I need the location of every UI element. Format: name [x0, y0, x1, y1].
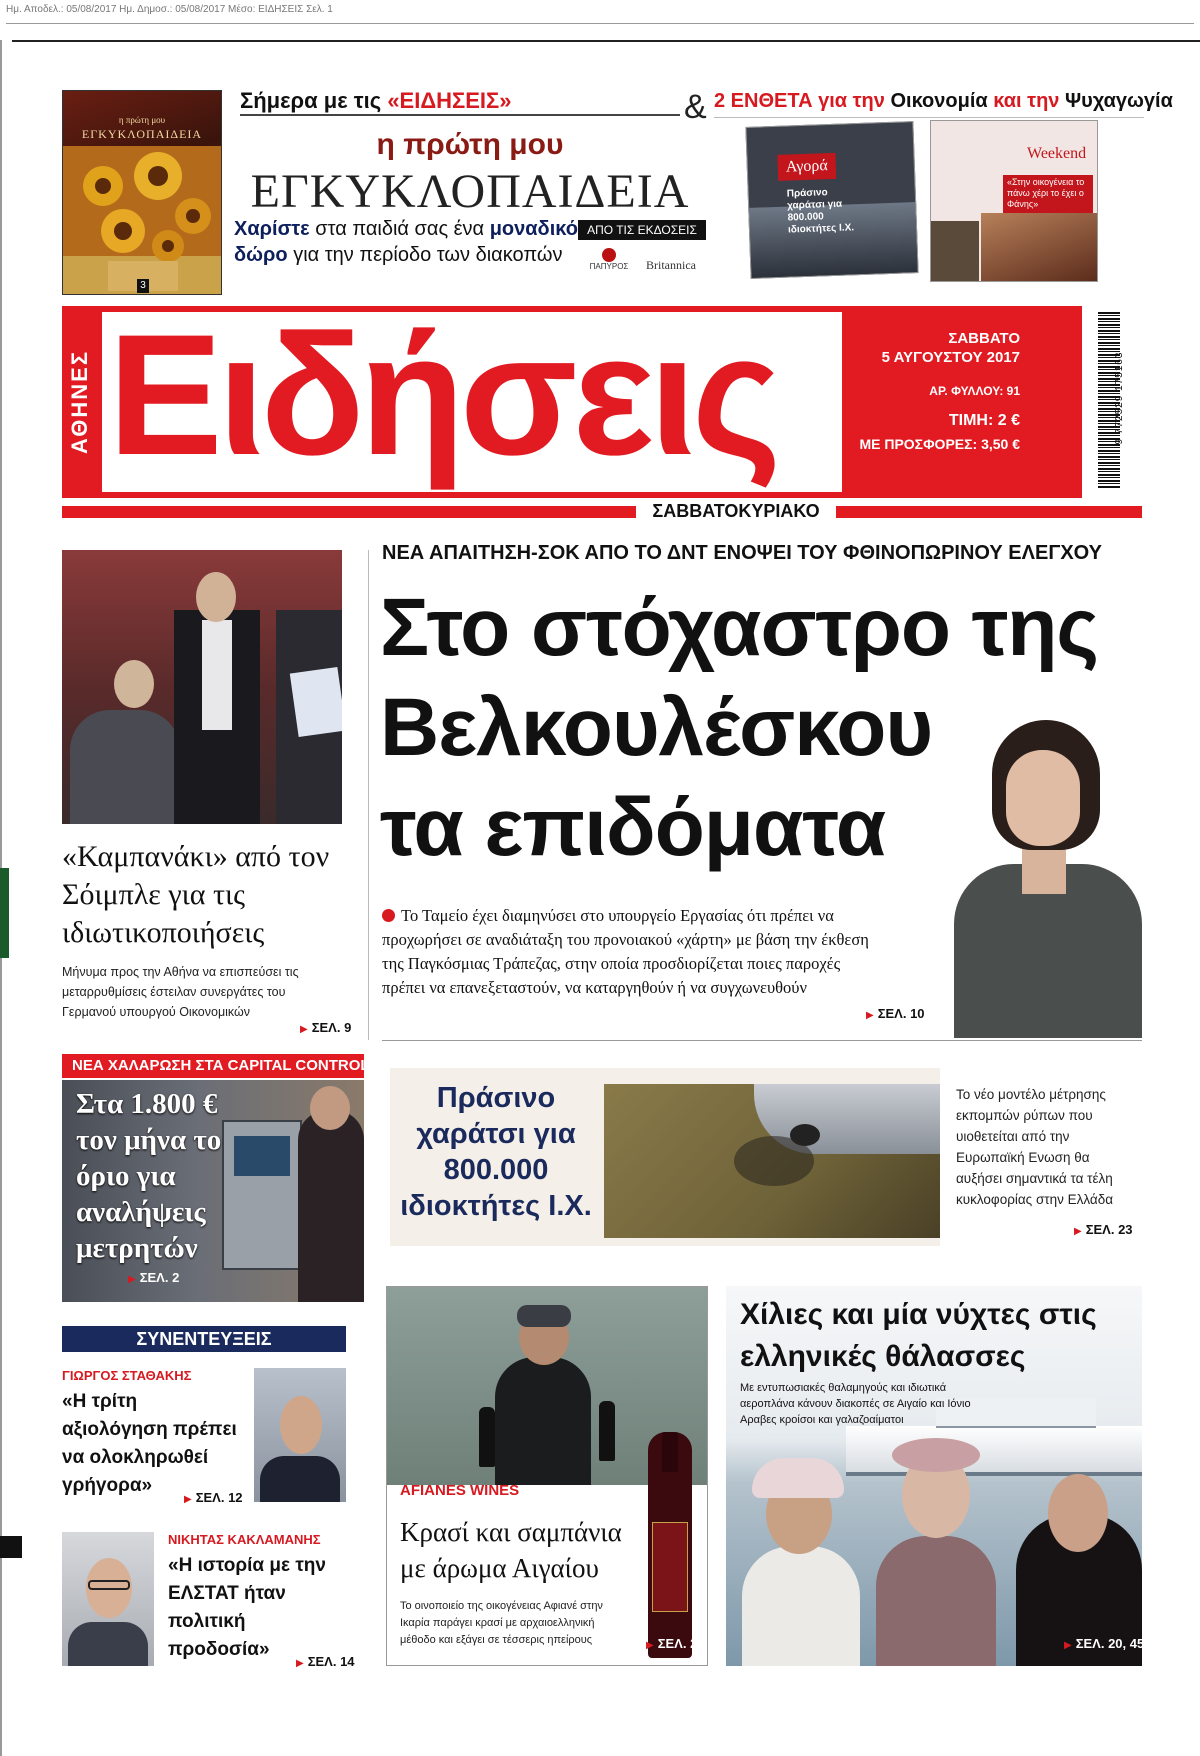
enthesis-econ: Οικονομία — [890, 90, 988, 112]
weekend-photo-2 — [931, 221, 979, 282]
wines-ref-text: ΣΕΛ. 25 — [657, 1636, 705, 1651]
lead-headline-line2: Βελκουλέσκου — [380, 682, 933, 773]
meta-line-text: Ημ. Αποδελ.: 05/08/2017 Ημ. Δημοσ.: 05/08/2017 Μέσο: ΕΙΔΗΣΕΙΣ Σελ. 1 — [6, 4, 333, 15]
gift-line-2 — [234, 244, 584, 267]
weekend-label: Weekend — [1027, 145, 1087, 162]
arrow-icon: ▶ — [1074, 1226, 1082, 1237]
arrow-icon: ▶ — [296, 1658, 304, 1669]
interview-1-ref-text: ΣΕΛ. 12 — [195, 1490, 243, 1505]
masthead-price: ΤΙΜΗ: 2 € — [948, 412, 1020, 429]
schaeuble-page-ref — [300, 1020, 351, 1035]
masthead — [62, 299, 1082, 498]
yacht — [846, 1426, 1142, 1476]
stathakis-photo — [254, 1368, 346, 1502]
arrow-icon: ▶ — [866, 1010, 874, 1021]
today-paper: «ΕΙΔΗΣΕΙΣ» — [387, 88, 512, 113]
lead-body — [382, 904, 882, 1000]
green-tax-ref-text: ΣΕΛ. 23 — [1085, 1222, 1133, 1237]
arrow-icon: ▶ — [1064, 1640, 1072, 1651]
schaeuble-headline: «Καμπανάκι» από τον Σόιμπλε για τις ιδιωτικοποιήσεις — [62, 840, 330, 949]
green-tax-page-ref — [1074, 1222, 1133, 1237]
column-divider — [368, 550, 369, 1040]
photo-figure-2-shirt — [202, 620, 232, 730]
enthesis-line — [714, 90, 1173, 118]
today-line — [240, 88, 680, 116]
lead-headline-line1: Στο στόχαστρο της — [380, 582, 1099, 673]
atm-person — [298, 1110, 364, 1302]
wines-body: Το οινοποιείο της οικογένειας Αφιανέ στην Ικαρία παράγει κρασί με αρχαιοελληνική μέθοδο και εξάγει σε τέσσερις ηπείρους — [400, 1600, 603, 1646]
seas-body: Με εντυπωσιακές θαλαμηγούς και ιδιωτικά αεροπλάνα κάνουν διακοπές σε Αιγαίο και Ιόνιο Αραβες κροίσοι και γαλαζοαίματοι — [740, 1382, 971, 1426]
enthesis-fun: Ψυχαγωγία — [1065, 90, 1173, 112]
lead-headline-line3: τα επιδόματα — [380, 782, 886, 873]
bullet-icon — [382, 909, 395, 922]
masthead-title-box — [102, 299, 842, 492]
interview-2-quote: «Η ιστορία με την ΕΛΣΤΑΤ ήταν πολιτική προδοσία» — [168, 1555, 326, 1660]
left-edge-tab — [0, 868, 9, 958]
arrow-icon: ▶ — [646, 1640, 654, 1651]
agora-cover — [745, 121, 918, 279]
weekend-cover — [930, 120, 1098, 282]
lead-ref-text: ΣΕΛ. 10 — [877, 1006, 925, 1021]
interview-2-page-ref — [296, 1654, 355, 1669]
diver-body — [495, 1357, 591, 1485]
top-rule — [12, 40, 1200, 42]
cover-number: 3 — [137, 279, 149, 293]
arrow-icon: ▶ — [184, 1494, 192, 1505]
britannica-logo: Britannica — [646, 258, 696, 272]
interview-1-quote: «Η τρίτη αξιολόγηση πρέπει να ολοκληρωθεί γρήγορα» — [62, 1391, 237, 1496]
kaklamanis-photo — [62, 1532, 154, 1666]
interview-2-name: ΝΙΚΗΤΑΣ ΚΑΚΛΑΜΑΝΗΣ — [168, 1532, 321, 1547]
velculescu-photo — [944, 714, 1142, 1038]
encyclopedia-cover — [62, 90, 222, 295]
person-1-headscarf — [752, 1458, 844, 1498]
weekend-text: «Στην οικογένεια το πάνω χέρι το έχει ο Φάνης» — [1003, 175, 1093, 213]
enthesis-pre: 2 ΕΝΘΕΤΑ για την — [714, 90, 885, 112]
ampersand: & — [684, 88, 707, 126]
encyclopedia-title-small: η πρώτη μου — [376, 128, 564, 161]
green-tax-body: Το νέο μοντέλο μέτρησης εκπομπών ρύπων που υιοθετείται από την Ευρωπαϊκή Ενωση θα αυξήσει σημαντικά τα τέλη κυκλοφορίας στην Ελλάδα — [956, 1087, 1114, 1207]
photo-figure-2-head — [196, 572, 236, 622]
papyros-icon — [602, 248, 616, 262]
masthead-day: ΣΑΒΒΑΤΟ — [948, 330, 1020, 347]
weekend-photo — [981, 213, 1098, 282]
gift-c: μοναδικό — [489, 218, 578, 240]
kaklamanis-glasses — [88, 1580, 130, 1590]
person-1-body — [742, 1546, 860, 1666]
gift-e: για την περίοδο των διακοπών — [293, 244, 563, 266]
wine-bottle-neck — [662, 1432, 678, 1472]
schaeuble-body: Μήνυμα προς την Αθήνα να επισπεύσει τις μεταρρυθμίσεις έστειλαν συνεργάτες του Γερμανού υπουργού Οικονομικών — [62, 965, 299, 1019]
exhaust-photo — [604, 1084, 940, 1238]
green-tax-headline: Πράσινο χαράτσι για 800.000 ιδιοκτήτες Ι.Χ. — [400, 1082, 592, 1222]
interview-1-page-ref — [184, 1490, 243, 1505]
bottle-right — [599, 1401, 615, 1461]
stathakis-head — [280, 1396, 322, 1454]
capital-controls-kicker: ΝΕΑ ΧΑΛΑΡΩΣΗ ΣΤΑ CAPITAL CONTROLS — [62, 1054, 364, 1078]
bottle-left — [479, 1407, 495, 1467]
person-3-head — [1048, 1474, 1108, 1552]
interview-1-name: ΓΙΩΡΓΟΣ ΣΤΑΘΑΚΗΣ — [62, 1368, 192, 1383]
barcode — [1096, 312, 1136, 488]
wines-kicker: AFIANES WINES — [400, 1482, 520, 1499]
masthead-issue: ΑΡ. ΦΥΛΛΟΥ: 91 — [929, 384, 1020, 398]
wines-page-ref — [646, 1636, 705, 1651]
capital-ref-text: ΣΕΛ. 2 — [139, 1270, 180, 1285]
wine-bottle — [648, 1432, 692, 1658]
diver-mask — [517, 1305, 571, 1327]
kaklamanis-body — [68, 1622, 148, 1666]
barcode-number: 9 772529 175163 — [1114, 351, 1125, 445]
agora-label: Αγορά — [777, 153, 836, 181]
lead-page-ref — [866, 1006, 925, 1021]
encyclopedia-title-large: ΕΓΚΥΚΛΟΠΑΙΔΕΙΑ — [250, 165, 690, 218]
photo-figure-1-head — [114, 660, 154, 708]
wines-headline: Κρασί και σαμπάνια με άρωμα Αιγαίου — [400, 1517, 622, 1583]
seas-ref-text: ΣΕΛ. 20, 45 — [1075, 1636, 1145, 1651]
gift-b: στα παιδιά σας ένα — [315, 218, 485, 240]
lead-kicker: ΝΕΑ ΑΠΑΙΤΗΣΗ-ΣΟΚ ΑΠΟ ΤΟ ΔΝΤ ΕΝΟΨΕΙ ΤΟΥ ΦΘΙΝΟΠΩΡΙΝΟΥ ΕΛΕΓΧΟΥ — [382, 542, 1103, 564]
agora-text: Πράσινο χαράτσι για 800.000 ιδιοκτήτες Ι.Χ. — [786, 187, 855, 236]
sunflowers-illustration — [63, 146, 222, 295]
interviews-header: ΣΥΝΕΝΤΕΥΞΕΙΣ — [62, 1326, 346, 1352]
gift-badge: ΑΠΟ ΤΙΣ ΕΚΔΟΣΕΙΣ — [578, 220, 706, 240]
arrow-icon: ▶ — [128, 1274, 136, 1285]
lead-body-text: Το Ταμείο έχει διαμηνύσει στο υπουργείο Εργασίας ότι πρέπει να προχωρήσει σε αναδιάταξη του προνοιακού «χάρτη» με βάση την έκθεση της Παγκόσμιας Τράπεζας, στην οποία προσδιορίζεται ποιες παροχές πρέπει να επανεξεταστούν, να καταργηθούν ή να συγχωνευθούν — [382, 906, 869, 997]
velculescu-face — [1006, 750, 1080, 846]
gift-d: δώρο — [234, 244, 288, 266]
weekend-strip — [62, 506, 1142, 518]
masthead-date: 5 ΑΥΓΟΥΣΤΟΥ 2017 — [881, 349, 1020, 366]
left-edge-tab-2 — [0, 1536, 22, 1558]
seas-page-ref — [1064, 1636, 1144, 1651]
schaeuble-ref-text: ΣΕΛ. 9 — [311, 1020, 352, 1035]
person-2-hat — [892, 1438, 980, 1472]
velculescu-neck — [1022, 844, 1066, 894]
schaeuble-photo — [62, 550, 342, 824]
papyros-logo — [584, 248, 634, 271]
side-label-text: ΑΘΗΝΕΣ — [67, 349, 92, 455]
photo-figure-1 — [70, 710, 180, 824]
today-label: Σήμερα με τις — [240, 88, 382, 113]
capital-controls-page-ref — [128, 1270, 179, 1285]
masthead-offer-price: ΜΕ ΠΡΟΣΦΟΡΕΣ: 3,50 € — [859, 436, 1020, 452]
meta-line — [6, 4, 1194, 24]
masthead-info — [852, 330, 1020, 452]
atm-person-head — [310, 1086, 350, 1130]
enthesis-and: και την — [993, 90, 1060, 112]
masthead-side-label — [62, 306, 100, 498]
person-2-body — [876, 1536, 996, 1666]
papyros-text: ΠΑΠΥΡΟΣ — [589, 262, 629, 271]
cover-title-2: ΕΓΚΥΚΛΟΠΑΙΔΕΙΑ — [81, 127, 203, 141]
cover-title-1: η πρώτη μου — [118, 115, 166, 125]
stathakis-body — [260, 1456, 340, 1502]
exhaust-smoke — [734, 1136, 814, 1186]
gift-a: Χαρίστε — [234, 218, 310, 240]
capital-controls-headline: Στα 1.800 € τον μήνα το όριο για αναλήψεις μετρητών — [76, 1088, 222, 1264]
interview-2-ref-text: ΣΕΛ. 14 — [307, 1654, 355, 1669]
masthead-title: Ειδήσεις — [108, 299, 777, 491]
weekend-strip-label: ΣΑΒΒΑΤΟΚΥΡΙΑΚΟ — [636, 500, 836, 522]
wine-bottle-label — [652, 1522, 688, 1612]
arrow-icon: ▶ — [300, 1024, 308, 1035]
photo-folder — [290, 667, 342, 737]
lead-bottom-rule — [382, 1040, 1142, 1041]
seas-headline: Χίλιες και μία νύχτες στις ελληνικές θάλασσες — [740, 1298, 1097, 1373]
